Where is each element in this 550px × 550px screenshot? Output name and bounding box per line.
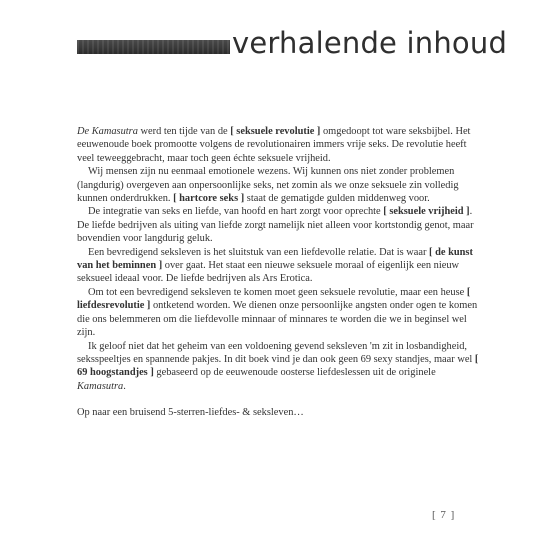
italic-title: Kamasutra <box>77 380 124 392</box>
header-decorative-band <box>77 40 230 54</box>
paragraph <box>77 340 479 394</box>
text-run: De integratie van seks en liefde, van hoofd en hart zorgt voor oprechte <box>88 206 384 218</box>
text-run: werd ten tijde van de <box>137 126 231 137</box>
text-run: staat de gematigde gulden middenweg voor. <box>244 193 430 205</box>
text-run: . <box>123 380 126 392</box>
text-run: . De liefde bedrijven als uiting van liefde zorgt namelijk niet alleen voor kortstondig genot, maar bovendien voor langdurig geluk. <box>77 206 474 245</box>
page-number: [ 7 ] <box>432 509 456 521</box>
highlight-phrase: [ liefdesrevolutie ] <box>77 286 471 312</box>
highlight-phrase: [ seksuele revolutie ] <box>230 126 321 137</box>
text-run: ontketend worden. We dienen onze persoonlijke angsten onder ogen te komen die ons belemmeren om die liefdevolle minnaar of minnares te worden die we in beginsel wel zijn. <box>77 300 478 339</box>
italic-title: De Kamasutra <box>77 126 138 137</box>
paragraph <box>77 246 479 286</box>
highlight-phrase: [ hartcore seks ] <box>173 193 245 205</box>
text-run: Om tot een bevredigend seksleven te komen moet geen seksuele revolutie, maar een heuse <box>88 286 467 298</box>
highlight-phrase: [ seksuele vrijheid ] <box>383 206 470 218</box>
highlight-phrase: [ de kunst van het beminnen ] <box>77 246 473 272</box>
closing-line <box>77 406 479 419</box>
chapter-title: verhalende inhoud <box>232 26 508 60</box>
paragraph <box>77 165 479 205</box>
text-run: gebaseerd op de eeuwenoude oosterse liefdeslessen uit de originele <box>153 367 436 379</box>
highlight-phrase: [ 69 hoogstandjes ] <box>77 353 479 379</box>
text-run: Op naar een bruisend 5-sterren-liefdes- & seksleven… <box>77 407 304 419</box>
paragraph <box>77 125 479 165</box>
paragraph <box>77 205 479 245</box>
text-run: omgedoopt tot ware seksbijbel. Het eeuwenoude boek promootte volgens de revolutionairen immers vrije seks. De revolutie heeft veel teweeggebracht, maar toch geen échte seksuele vrijheid. <box>77 126 471 164</box>
text-run: Wij mensen zijn nu eenmaal emotionele wezens. Wij kunnen ons niet zonder problemen (langdurig) overgeven aan onpersoonlijke seks, net zomin als we onze seksuele zin volledig kunnen onderdrukken. <box>77 166 459 205</box>
text-run: Ik geloof niet dat het geheim van een voldoening gevend seksleven 'm zit in losbandigheid, seksspeeltjes en spannende pakjes. In dit boek vind je dan ook geen 69 sexy standjes, maar wel <box>77 340 475 365</box>
body-text <box>77 125 479 420</box>
text-run: over gaat. Het staat een nieuwe seksuele moraal of eigenlijk een nieuw seksueel ideaal voor. De liefde bedrijven als Ars Erotica. <box>77 260 460 285</box>
text-run: Een bevredigend seksleven is het sluitstuk van een liefdevolle relatie. Dat is waar <box>88 246 430 258</box>
paragraph <box>77 286 479 340</box>
